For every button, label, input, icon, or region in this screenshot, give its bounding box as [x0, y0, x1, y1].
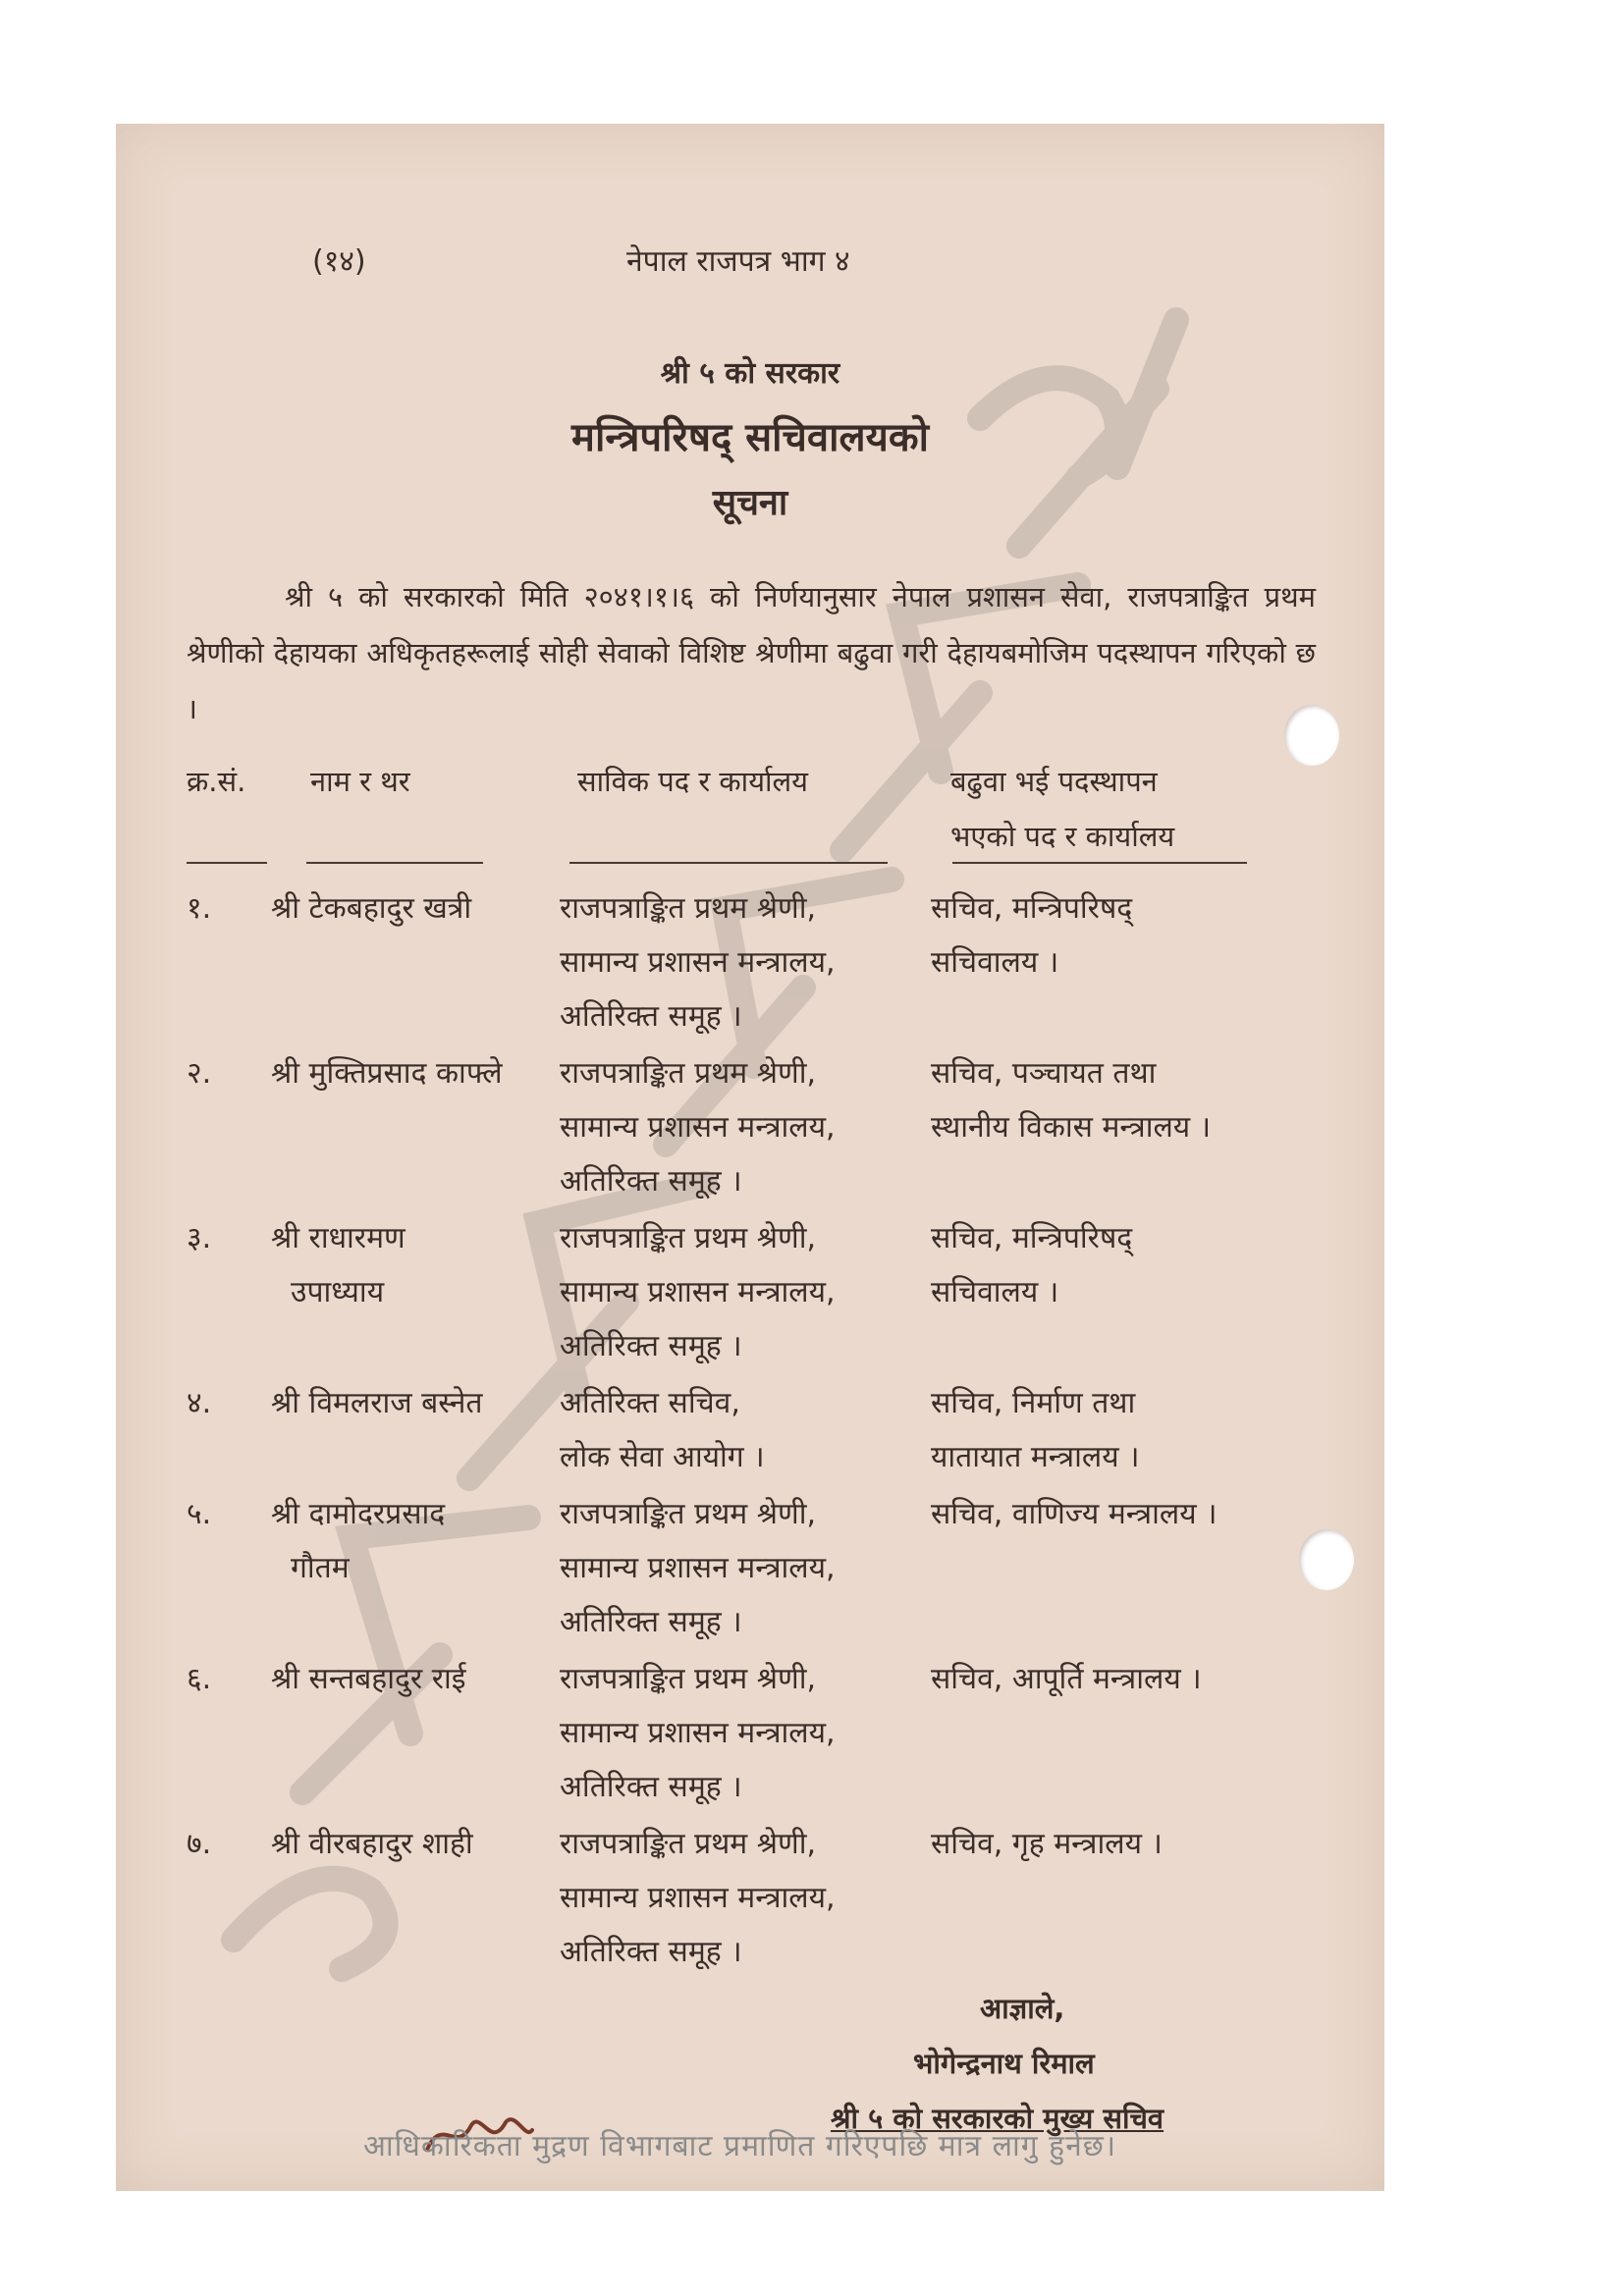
- row-previous-post: सामान्य प्रशासन मन्त्रालय,: [560, 1275, 836, 1309]
- row-serial: २.: [187, 1056, 212, 1091]
- row-new-post: सचिवालय ।: [931, 1275, 1059, 1309]
- row-previous-post: अतिरिक्त सचिव,: [560, 1386, 740, 1420]
- row-previous-post: सामान्य प्रशासन मन्त्रालय,: [560, 1551, 836, 1585]
- header-rule: [569, 862, 888, 864]
- row-previous-post: लोक सेवा आयोग ।: [560, 1440, 765, 1474]
- row-serial: ५.: [187, 1497, 212, 1531]
- row-previous-post: सामान्य प्रशासन मन्त्रालय,: [560, 945, 836, 980]
- row-name: श्री मुक्तिप्रसाद काफ्ले: [271, 1056, 503, 1091]
- row-name: श्री विमलराज बस्नेत: [271, 1386, 483, 1420]
- gazette-page: [116, 124, 1384, 2191]
- signature-order: आज्ञाले,: [980, 1992, 1065, 2025]
- header-new-line2: भएको पद र कार्यालय: [950, 820, 1175, 853]
- header-sn: क्र.सं.: [187, 765, 246, 798]
- header-previous: साविक पद र कार्यालय: [577, 765, 809, 798]
- intro-paragraph: श्री ५ को सरकारको मिति २०४१।१।६ को निर्णयानुसार नेपाल प्रशासन सेवा, राजपत्राङ्कित प्रथम श्रेणीको देहायका अधिकृतहरूलाई सोही सेवाको विशिष्ट श्रेणीमा बढुवा गरी देहायबमोजिम पदस्थापन गरिएको छ ।: [187, 580, 1316, 725]
- header-name: नाम र थर: [310, 765, 410, 798]
- row-serial: १.: [187, 891, 212, 926]
- row-previous-post: सामान्य प्रशासन मन्त्रालय,: [560, 1716, 836, 1750]
- row-new-post: सचिव, मन्त्रिपरिषद्: [931, 1221, 1133, 1255]
- row-serial: ६.: [187, 1662, 212, 1696]
- row-name: श्री वीरबहादुर शाही: [271, 1827, 473, 1861]
- government-heading: श्री ५ को सरकार: [660, 356, 840, 391]
- row-previous-post: सामान्य प्रशासन मन्त्रालय,: [560, 1881, 836, 1915]
- notice-heading: सूचना: [712, 483, 788, 523]
- row-new-post: सचिव, गृह मन्त्रालय ।: [931, 1827, 1163, 1861]
- row-name: श्री सन्तबहादुर राई: [271, 1662, 466, 1696]
- publication-title: नेपाल राजपत्र भाग ४: [626, 244, 850, 279]
- header-rule: [187, 862, 267, 864]
- punch-hole: [1299, 1529, 1354, 1590]
- page-number: (१४): [312, 244, 366, 279]
- row-previous-post: अतिरिक्त समूह ।: [560, 1605, 742, 1639]
- row-name: श्री टेकबहादुर खत्री: [271, 891, 472, 926]
- row-previous-post: राजपत्राङ्कित प्रथम श्रेणी,: [560, 1827, 817, 1861]
- row-new-post: सचिव, मन्त्रिपरिषद्: [931, 891, 1133, 926]
- row-name: गौतम: [291, 1551, 350, 1585]
- header-rule: [952, 862, 1247, 864]
- row-previous-post: राजपत्राङ्कित प्रथम श्रेणी,: [560, 1497, 817, 1531]
- row-new-post: सचिवालय ।: [931, 945, 1059, 980]
- row-previous-post: राजपत्राङ्कित प्रथम श्रेणी,: [560, 1662, 817, 1696]
- row-new-post: सचिव, वाणिज्य मन्त्रालय ।: [931, 1497, 1218, 1531]
- row-previous-post: अतिरिक्त समूह ।: [560, 1770, 742, 1804]
- row-previous-post: राजपत्राङ्कित प्रथम श्रेणी,: [560, 891, 817, 926]
- row-new-post: सचिव, पञ्चायत तथा: [931, 1056, 1157, 1091]
- row-previous-post: राजपत्राङ्कित प्रथम श्रेणी,: [560, 1221, 817, 1255]
- row-previous-post: अतिरिक्त समूह ।: [560, 1935, 742, 1969]
- row-name: उपाध्याय: [291, 1275, 385, 1309]
- row-serial: ४.: [187, 1386, 212, 1420]
- row-name: श्री दामोदरप्रसाद: [271, 1497, 446, 1531]
- office-heading: मन्त्रिपरिषद् सचिवालयको: [571, 415, 929, 460]
- row-previous-post: अतिरिक्त समूह ।: [560, 1164, 742, 1199]
- signatory-name: भोगेन्द्रनाथ रिमाल: [913, 2047, 1095, 2080]
- header-new: बढुवा भई पदस्थापन: [950, 765, 1158, 798]
- row-previous-post: राजपत्राङ्कित प्रथम श्रेणी,: [560, 1056, 817, 1091]
- signatory-title: श्री ५ को सरकारको मुख्य सचिव: [831, 2102, 1164, 2135]
- row-previous-post: अतिरिक्त समूह ।: [560, 999, 742, 1034]
- row-new-post: यातायात मन्त्रालय ।: [931, 1440, 1140, 1474]
- row-serial: ३.: [187, 1221, 212, 1255]
- row-new-post: सचिव, आपूर्ति मन्त्रालय ।: [931, 1662, 1202, 1696]
- row-serial: ७.: [187, 1827, 212, 1861]
- row-new-post: स्थानीय विकास मन्त्रालय ।: [931, 1110, 1212, 1145]
- row-previous-post: अतिरिक्त समूह ।: [560, 1329, 742, 1363]
- row-previous-post: सामान्य प्रशासन मन्त्रालय,: [560, 1110, 836, 1145]
- footer-disclaimer: आधिकारिकता मुद्रण विभागबाट प्रमाणित गरिएपछि मात्र लागु हुनेछ।: [363, 2129, 1117, 2163]
- row-new-post: सचिव, निर्माण तथा: [931, 1386, 1136, 1420]
- header-rule: [306, 862, 483, 864]
- row-name: श्री राधारमण: [271, 1221, 406, 1255]
